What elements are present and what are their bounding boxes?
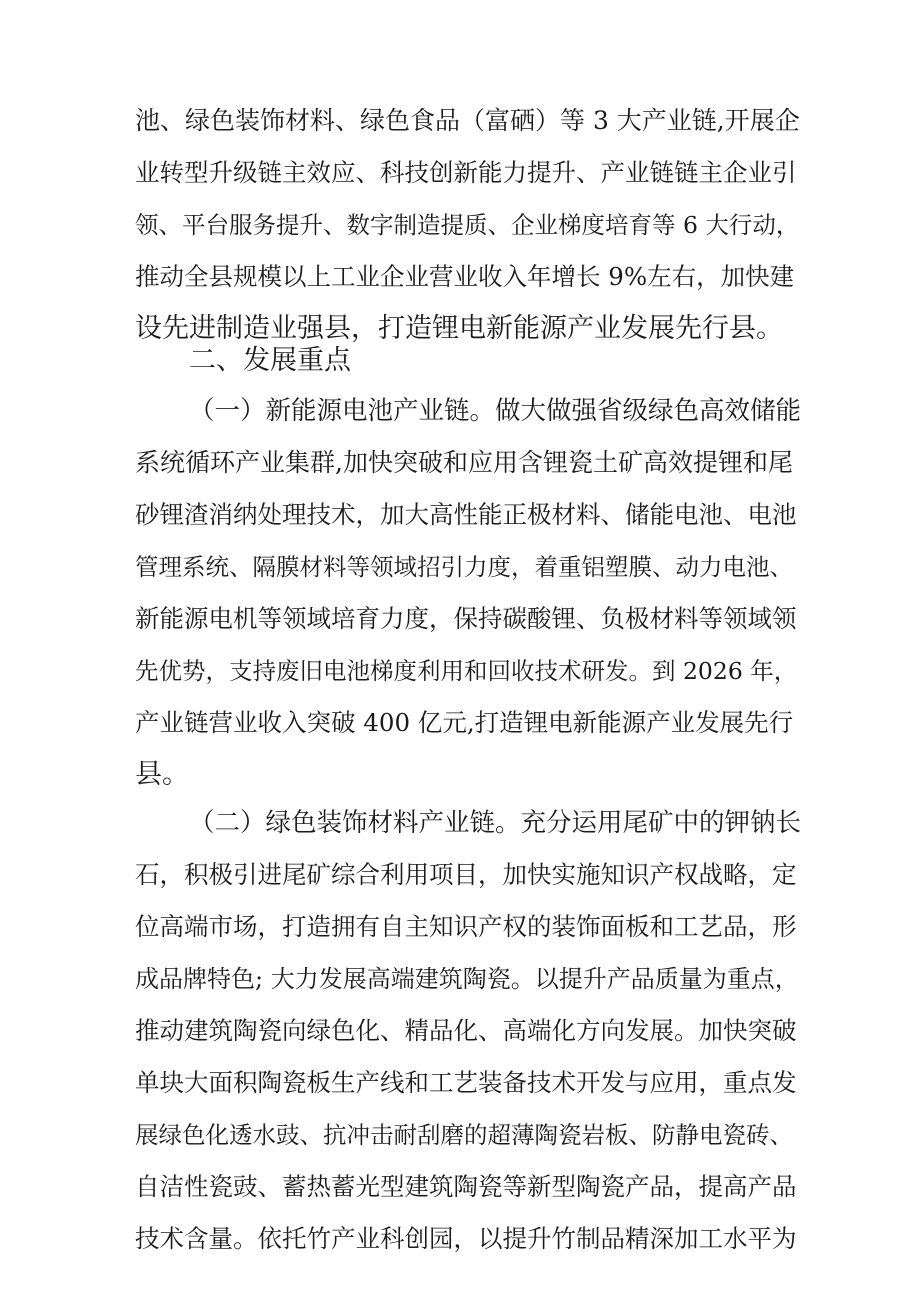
text-line: 单块大面积陶瓷板生产线和工艺装备技术开发与应用，重点发 bbox=[135, 1068, 797, 1097]
text-line: 领、平台服务提升、数字制造提质、企业梯度培育等 6 大行动， bbox=[135, 211, 800, 239]
text-line: 石，积极引进尾矿综合利用项目，加快实施知识产权战略，定 bbox=[135, 860, 797, 889]
text-line: 新能源电机等领域培育力度，保持碳酸锂、负极材料等领域领 bbox=[135, 604, 797, 633]
section-heading: 二、发展重点 bbox=[189, 345, 351, 376]
text-line: 县。 bbox=[135, 759, 189, 790]
text-line: 成品牌特色; 大力发展高端建筑陶瓷。以提升产品质量为重点， bbox=[135, 965, 799, 993]
text-line: 砂锂渣消纳处理技术，加大高性能正极材料、储能电池、电池 bbox=[135, 500, 797, 529]
text-line: 自洁性瓷豉、蓄热蓄光型建筑陶瓷等新型陶瓷产品，提高产品 bbox=[135, 1172, 797, 1201]
text-line: 池、绿色装饰材料、绿色食品（富硒）等 3 大产业链,开展企 bbox=[135, 106, 800, 135]
text-line: 推动建筑陶瓷向绿色化、精品化、高端化方向发展。加快突破 bbox=[135, 1016, 797, 1045]
text-line: 位高端市场，打造拥有自主知识产权的装饰面板和工艺品，形 bbox=[135, 912, 797, 941]
text-line: 业转型升级链主效应、科技创新能力提升、产业链链主企业引 bbox=[135, 158, 797, 187]
text-line: 展绿色化透水豉、抗冲击耐刮磨的超薄陶瓷岩板、防静电瓷砖、 bbox=[135, 1121, 793, 1149]
text-line: 先优势，支持废旧电池梯度利用和回收技术研发。到 2026 年， bbox=[135, 657, 798, 685]
subsection-heading: （二）绿色装饰材料产业链。充分运用尾矿中的钾钠长 bbox=[189, 808, 802, 838]
text-line: 推动全县规模以上工业企业营业收入年增长 9%左右，加快建 bbox=[135, 262, 795, 291]
text-line: 产业链营业收入突破 400 亿元,打造锂电新能源产业发展先行 bbox=[135, 708, 794, 737]
text-line: 技术含量。依托竹产业科创园，以提升竹制品精深加工水平为 bbox=[135, 1224, 797, 1253]
subsection-heading: （一）新能源电池产业链。做大做强省级绿色高效储能 bbox=[189, 396, 802, 426]
text-line: 设先进制造业强县，打造锂电新能源产业发展先行县。 bbox=[135, 313, 783, 344]
text-line: 系统循环产业集群,加快突破和应用含锂瓷土矿高效提锂和尾 bbox=[135, 448, 793, 477]
text-line: 管理系统、隔膜材料等领域招引力度，着重铝塑膜、动力电池、 bbox=[135, 553, 793, 581]
